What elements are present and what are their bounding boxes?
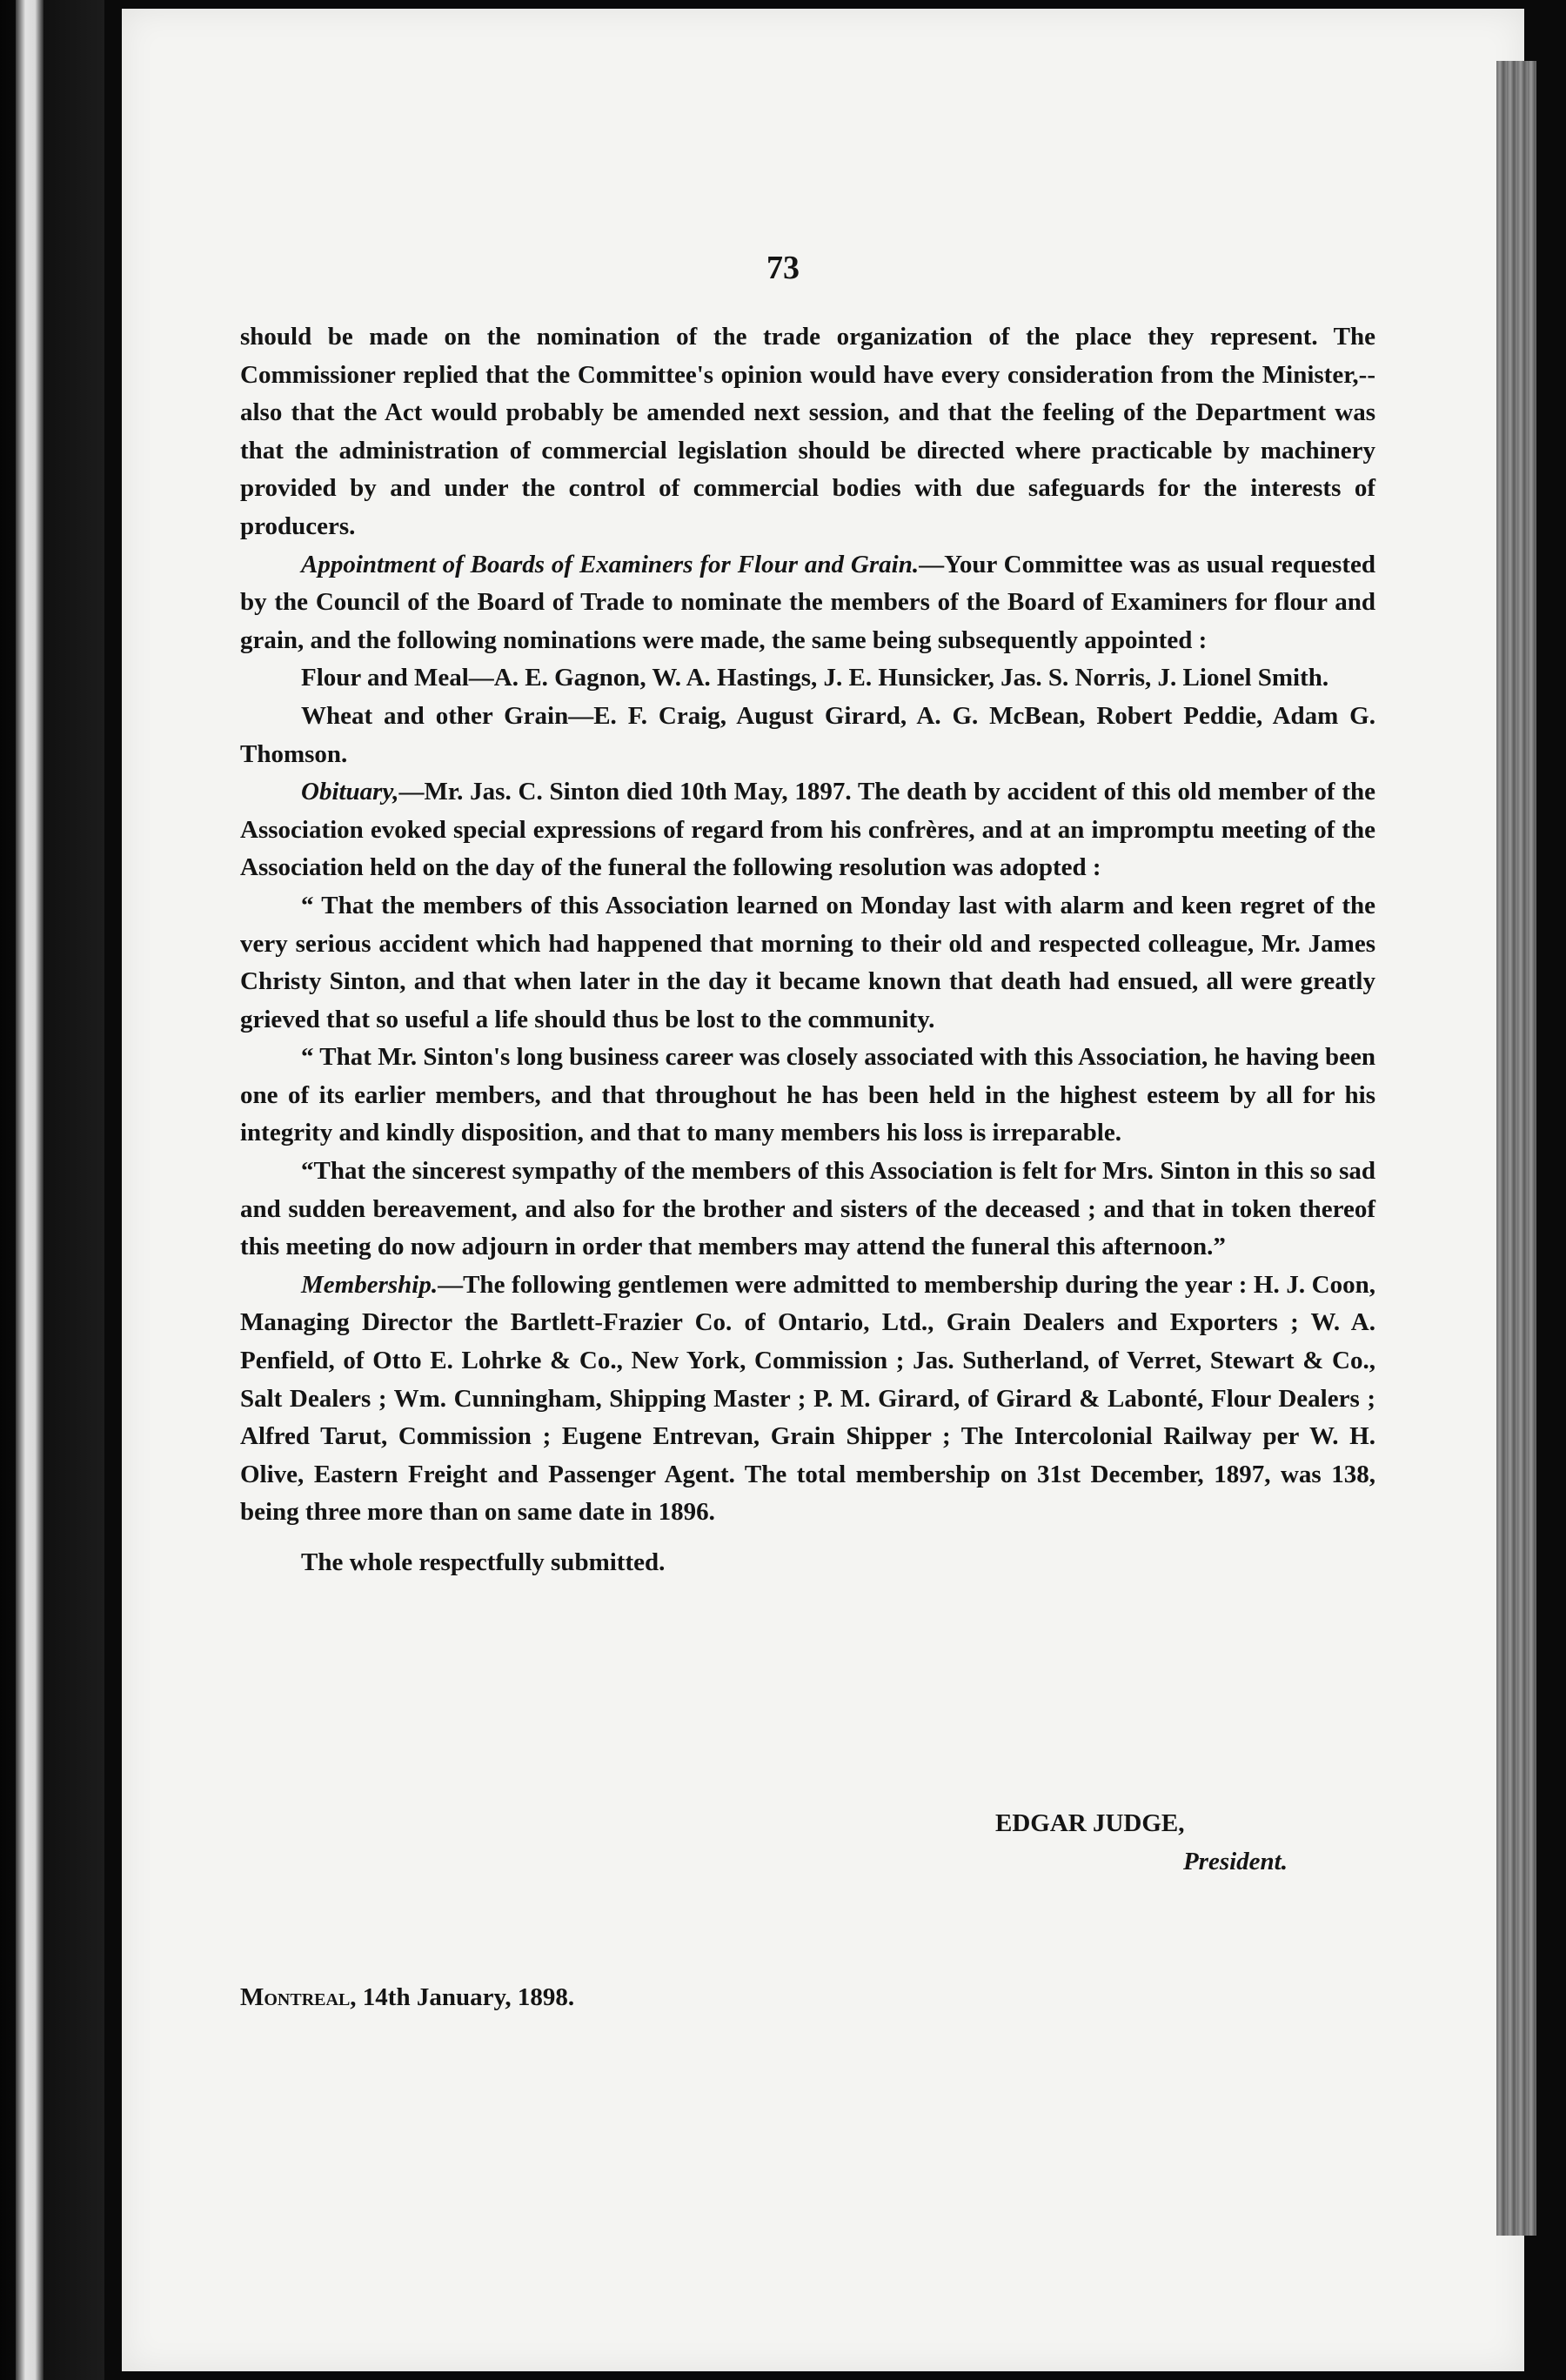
binding-strip [16, 0, 44, 2380]
obituary-heading: Obituary, [301, 778, 399, 806]
page-edge-stack [1496, 61, 1536, 2236]
date: 14th January, 1898. [362, 1983, 575, 2011]
flour-nominations: Flour and Meal—A. E. Gagnon, W. A. Hastings, J. E. Hunsicker, Jas. S. Norris, J. Lionel Smith. [301, 664, 1329, 692]
examiners-text: —Your Committee was as usual requested by the Council of the Board of Trade to nominate the members of the Board of Examiners for flour and grain, and the following nominations were made, the same being subsequently appointed : [240, 550, 1375, 654]
page-number: 73 [766, 250, 800, 286]
place: Montreal, [240, 1983, 357, 2011]
examiners-heading: Appointment of Boards of Examiners for Flour and Grain. [301, 550, 920, 578]
closing-line: The whole respectfully submitted. [301, 1548, 666, 1576]
wheat-nominations: Wheat and other Grain—E. F. Craig, August Girard, A. G. McBean, Robert Peddie, Adam G. Thomson. [240, 701, 1375, 768]
resolution-3: “That the sincerest sympathy of the members of this Association is felt for Mrs. Sinton in this so sad and sudden bereavement, and also for the brother and sisters of the deceased ; and that in token thereof this meeting do now adjourn in order that members may attend the funeral this afternoon.” [240, 1157, 1375, 1261]
signatory-title: President. [1182, 1848, 1288, 1875]
resolution-1: “ That the members of this Association learned on Monday last with alarm and keen regret of the very serious accident which had happened that morning to their old and respected colleague, Mr. James Christy Sinton, and that when later in the day it became known that death had ensued, all were greatly grieved that so useful a life should thus be lost to the community. [240, 891, 1375, 1033]
examiners-paragraph [240, 546, 1375, 660]
place-date-line [240, 1983, 574, 2012]
signature-block [957, 1804, 1288, 1881]
membership-heading: Membership. [301, 1270, 438, 1299]
obituary-text: —Mr. Jas. C. Sinton died 10th May, 1897. The death by accident of this old member of the Association evoked special expressions of regard from his confrères, and at an impromptu meeting of the Association held on the day of the funeral the following resolution was adopted : [240, 778, 1375, 882]
body-text [240, 318, 1375, 1582]
membership-paragraph [240, 1267, 1375, 1532]
resolution-2: “ That Mr. Sinton's long business career was closely associated with this Association, he having been one of its earlier members, and that throughout he has been held in the highest esteem by all for his integrity and kindly disposition, and that to many members his loss is irreparable. [240, 1043, 1375, 1147]
paragraph-continuation: should be made on the nomination of the trade organization of the place they represent. The Commissioner replied that the Committee's opinion would have every consideration from the Minister,--also that the Act would probably be amended next session, and that the feeling of the Department was that the administration of commercial legislation should be directed where practicable by machinery provided by and under the control of commercial bodies with due safeguards for the interests of producers. [240, 323, 1375, 540]
scan-right-margin [1536, 0, 1566, 2380]
signatory-name: EDGAR JUDGE, [995, 1809, 1185, 1837]
membership-text: —The following gentlemen were admitted to membership during the year : H. J. Coon, Managing Director the Bartlett-Frazier Co. of Ontario, Ltd., Grain Dealers and Exporters ; W. A. Penfield, of Otto E. Lohrke & Co., New York, Commission ; Jas. Sutherland, of Verret, Stewart & Co., Salt Dealers ; Wm. Cunningham, Shipping Master ; P. M. Girard, of Girard & Labonté, Flour Dealers ; Alfred Tarut, Commission ; Eugene Entrevan, Grain Shipper ; The Intercolonial Railway per W. H. Olive, Eastern Freight and Passenger Agent. The total membership on 31st December, 1897, was 138, being three more than on same date in 1896. [240, 1270, 1375, 1527]
obituary-paragraph [240, 773, 1375, 887]
